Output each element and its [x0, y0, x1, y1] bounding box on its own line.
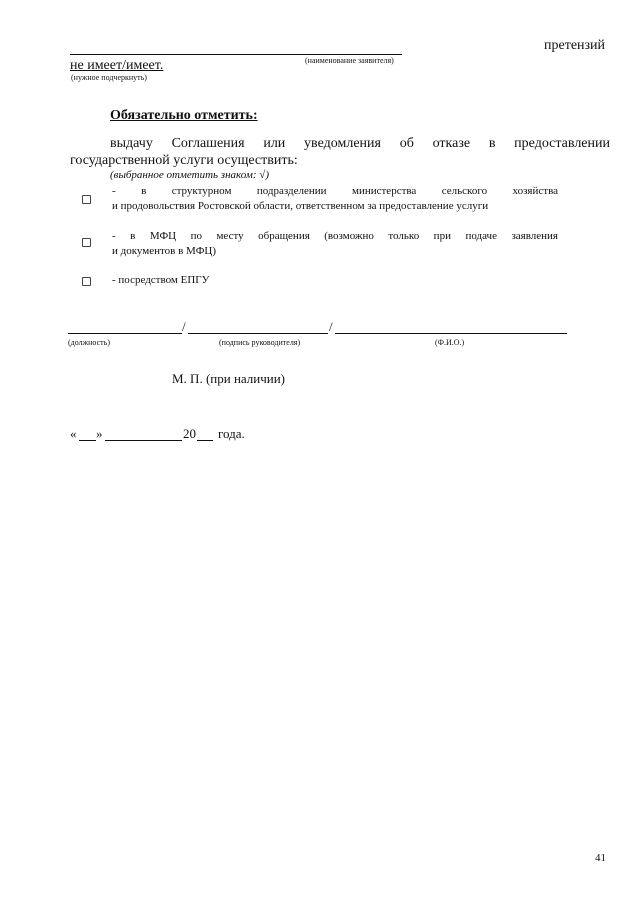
section-title: Обязательно отметить:: [110, 108, 258, 123]
day-line: [79, 440, 96, 441]
option-3-line-1: - посредством ЕПГУ: [112, 274, 210, 286]
year-line: [197, 440, 213, 441]
applicant-name-line: [70, 54, 402, 55]
name-caption: (Ф.И.О.): [435, 338, 465, 347]
month-line: [105, 440, 182, 441]
option-2-line-1: - в МФЦ по месту обращения (возможно только при подаче заявления: [112, 230, 558, 242]
slash-1: /: [182, 319, 186, 334]
intro-line-2: государственной услуги осуществить:: [70, 153, 298, 168]
position-caption: (должность): [68, 338, 110, 347]
date-close-quote: »: [96, 426, 103, 441]
pretenzii-text: претензий: [544, 38, 606, 53]
year-prefix: 20: [183, 426, 196, 441]
has-claims-text: не имеет/имеет.: [70, 58, 164, 73]
date-suffix: года.: [218, 426, 245, 441]
underline-hint: (нужное подчеркнуть): [71, 73, 147, 82]
signature-line: [188, 333, 328, 334]
signature-caption: (подпись руководителя): [219, 338, 301, 347]
option-3-checkbox[interactable]: [82, 277, 91, 286]
page-number: 41: [595, 852, 606, 864]
option-2-checkbox[interactable]: [82, 238, 91, 247]
slash-2: /: [329, 319, 333, 334]
date-open-quote: «: [70, 426, 77, 441]
option-1-checkbox[interactable]: [82, 195, 91, 204]
option-1-line-2: и продовольствия Ростовской области, ответственном за предоставление услуги: [112, 200, 489, 212]
mark-hint: (выбранное отметить знаком: √): [110, 169, 270, 181]
option-1-line-1: - в структурном подразделении министерства сельского хозяйства: [112, 185, 558, 197]
stamp-text: М. П. (при наличии): [172, 371, 286, 386]
position-line: [68, 333, 182, 334]
applicant-caption: (наименование заявителя): [305, 56, 394, 65]
option-2-line-2: и документов в МФЦ): [112, 245, 216, 257]
name-line: [335, 333, 567, 334]
intro-line-1: выдачу Соглашения или уведомления об отказе в предоставлении: [110, 136, 610, 151]
